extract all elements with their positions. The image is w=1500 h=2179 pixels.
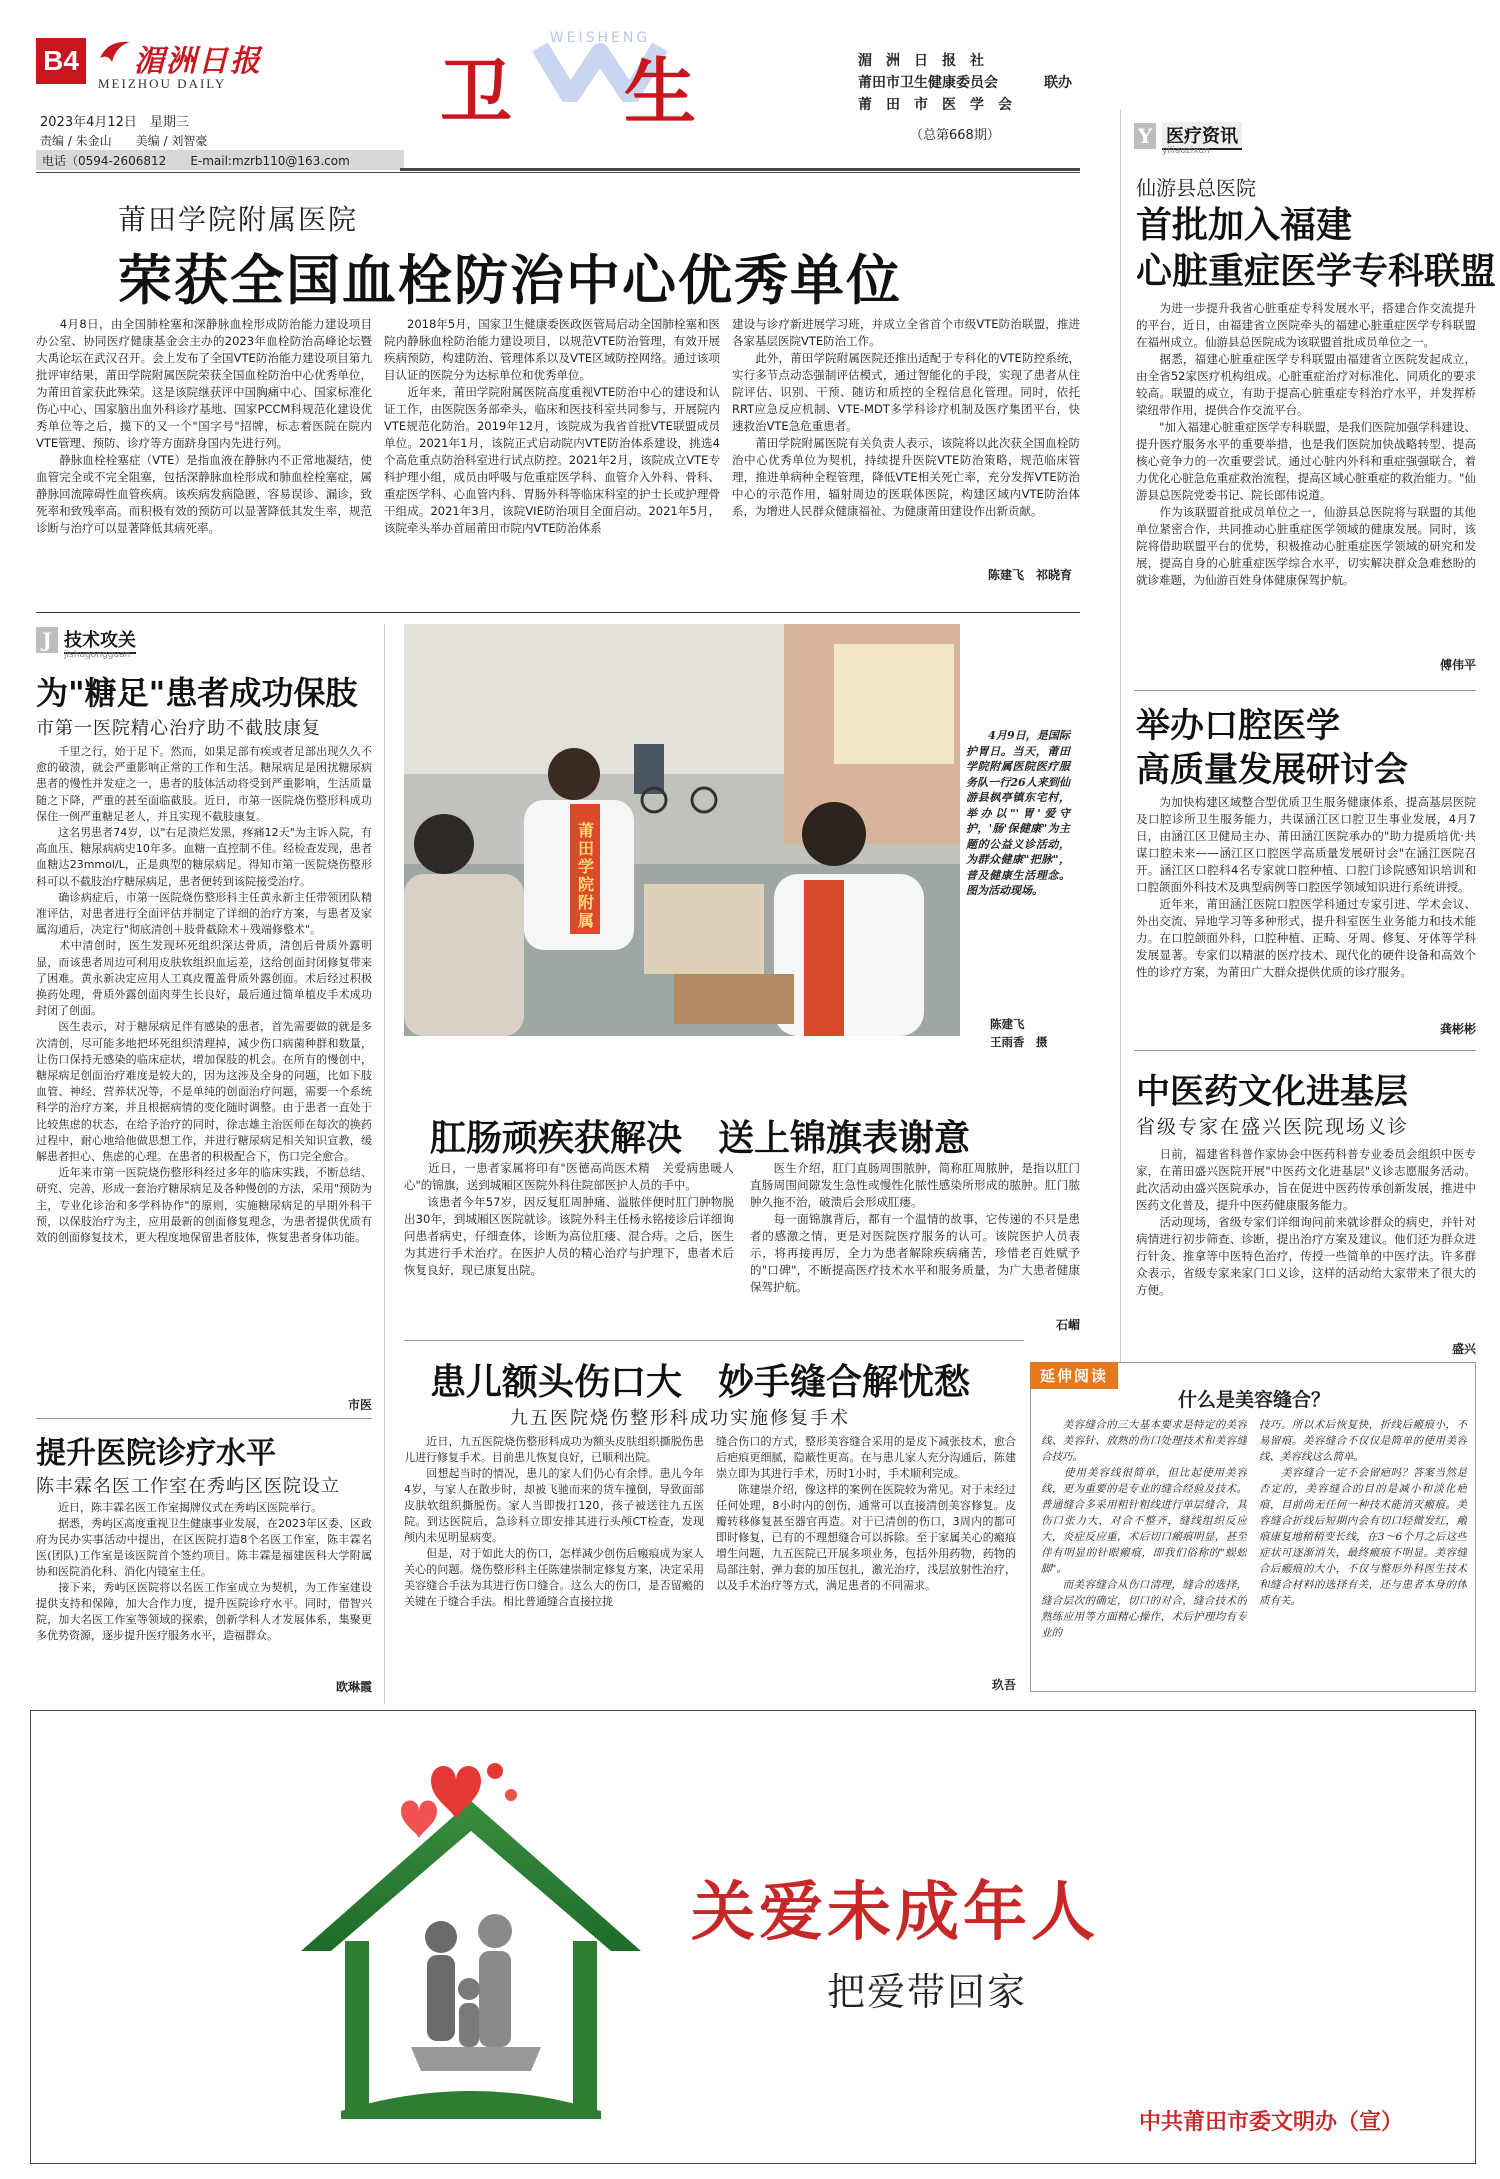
ad-org: 中共莆田市委文明办（宣） [1139,2109,1404,2135]
tech-author: 市医 [347,1398,372,1412]
paper-pinyin: MEIZHOU DAILY [98,76,227,91]
news-corner-tag-letter: Y [1134,123,1156,149]
sponsor-2: 莆田市卫生健康委员会 [858,75,998,91]
news-corner-tag-pinyin: yiliaozixun [1162,146,1210,156]
news-corner-headline-line-2: 心脏重症医学专科联盟 [1136,250,1497,292]
photo-credit-1: 陈建飞 [990,1017,1025,1031]
news-corner-headline [1136,202,1496,294]
forehead-col-1: 近日，九五医院烧伤整形科成功为额头皮肤组织撕脱伤患儿进行修复手术。目前患儿恢复良好，已顺利出院。 回想起当时的情况，患儿的家人们仍心有余悸。患儿今年4岁，与家人在散步时，却被飞驰而来的货车撞倒，导致面部皮肤软组织撕脱伤。家人当即拨打120，孩子被送往九五医院。到达医院后，急诊科立即安排其进行头颅CT检查，发现颅内未见明显病变。 但是，对于如此大的伤口，怎样减少创伤后瘢痕成为家人关心的问题。烧伤整形科主任陈建崇制定修复方案，决定采用美容缝合手法为其进行伤口缝合。这么大的伤口，是否留瘢的关键在于缝合手法。相比普通缝合直接拉拢 [404,1435,704,1608]
paper-name: 湄洲日报 [134,44,262,79]
news-corner-kicker: 仙游县总医院 [1136,176,1256,200]
news-corner-tag-text: 医疗资讯 [1162,122,1242,150]
photo-credit-2: 王雨香 摄 [990,1035,1048,1049]
tcm-headline: 中医药文化进基层 [1136,1072,1408,1112]
forehead-subhead: 九五医院烧伤整形科成功实施修复手术 [510,1408,850,1429]
lead-col-1: 4月8日，由全国肺栓塞和深静脉血栓形成防治能力建设项目办公室、协同医疗健康基金会主办的2023年血栓防治高峰论坛暨大禹论坛在武汉召开。会上发布了全国VTE防治能力建设项目第九批评审结果，莆田学院附属医院荣获全国血栓防治中心优秀单位，为莆田首家获此殊荣。这是该院继获评中国胸痛中心、国家标准化伤心中心、国家脑出血外科诊疗基地、国家PCCM科规范化建设优秀单位等之后，揽下的又一个"国字号"招牌，标志着医院在院内VTE管理、预防、诊疗等方面跻身国内先进行列。 静脉血栓栓塞症（VTE）是指血液在静脉内不正常地凝结，使血管完全或不完全阻塞，包括深静脉血栓形成和肺血栓栓塞症，属静脉回流障碍性血管疾病。该疾病发病隐匿，容易误诊、漏诊，致死率和致残率高。而积极有效的预防可以显著降低其发生率，规范诊断与治疗可以显著降低其病死率。 [36,317,372,535]
tcm-body: 日前，福建省科普作家协会中医药科普专业委员会组织中医专家，在莆田盛兴医院开展"中医药文化进基层"义诊志愿服务活动。此次活动由盛兴医院承办，旨在促进中医药传承创新发展，推进中医药文化普及，提升中医药健康服务能力。 活动现场，省级专家们详细询问前来就诊群众的病史，并针对病情进行初步筛查、诊断，提出治疗方案及建议。他们还为群众进行针灸、推拿等中医特色治疗，传授一些简单的中医疗法。许多群众表示，省级专家来家门口义诊，这样的活动给大家带来了很大的方便。 [1136,1147,1476,1297]
oral-rule [1134,1050,1476,1051]
issue-total: （总第668期） [910,128,1000,143]
lead-col-2: 2018年5月，国家卫生健康委医政医管局启动全国肺栓塞和医院内静脉血栓防治能力建设项目，以规范VTE防治管理，有效开展疾病预防，构建防治、管理体系以及VTE区域防控网络。通过该项目认证的医院分为达标单位和优秀单位。 近年来，莆田学院附属医院高度重视VTE防治中心的建设和认证工作，由医院医务部牵头，临床和医技科室共同参与，开展院内VTE规范化防治。2019年12月，该院成为我省首批VTE联盟成员单位。2021年1月，该院正式启动院内VTE防治体系建设，挑选4个高危重点防治科室进行试点防控。2021年2月，该院成立VTE专科护理小组，成员由呼吸与危重症医学科、血管介入外科、骨科、重症医学科、心血管内科、胃肠外科等临床科室的护士长或护理骨干组成。2021年3月，该院VIE防治项目全面启动。2021年5月，该院牵头举办首届莆田市院内VTE防治体系 [384,317,720,535]
oral-headline [1136,704,1408,792]
oral-headline-line-1: 举办口腔医学 [1136,706,1340,746]
public-service-ad [30,1710,1476,2164]
colon-author: 石嵋 [1055,1318,1080,1332]
tech-headline: 为"糖足"患者成功保肢 [36,674,358,712]
clinic-headline: 提升医院诊疗水平 [36,1436,276,1471]
tcm-subhead: 省级专家在盛兴医院现场义诊 [1136,1116,1410,1138]
lead-bottom-rule [36,612,1080,613]
contact-bar: 电话（0594-2606812 E-mail:mzrb110@163.com [36,150,404,170]
event-photo [404,624,960,1036]
news-corner-author: 傅伟平 [1439,658,1476,672]
svg-text:WEISHENG: WEISHENG [549,30,651,46]
extend-tag: 延伸阅读 [1030,1362,1118,1389]
oral-headline-line-2: 高质量发展研讨会 [1136,750,1408,790]
news-corner-headline-line-1: 首批加入福建 [1136,204,1353,246]
news-corner-rule [1134,690,1476,691]
lead-headline: 荣获全国血栓防治中心优秀单位 [118,248,902,312]
tech-tag [36,626,136,660]
forehead-headline: 患儿额头伤口大 妙手缝合解忧愁 [430,1361,971,1403]
colon-rule [404,1340,1024,1341]
sponsor-3: 莆 田 市 医 学 会 [858,97,1012,113]
oral-author: 龚彬彬 [1439,1022,1476,1036]
oral-body: 为加快构建区域整合型优质卫生服务健康体系，提高基层医院及口腔诊所卫生服务能力，共谋涵江区口腔卫生事业发展，4月7日，由涵江区卫健局主办、莆田涵江医院承办的"助力提质培优·共谋口腔未来——涵江区口腔医学高质量发展研讨会"在涵江医院召开。涵江区口腔科4名专家就口腔种植、口腔门诊院感知识培训和口腔颌面外科技术及典型病例等口腔医学领域知识进行系统讲授。 近年来，莆田涵江医院口腔医学科通过专家引进、学术会议、外出交流、异地学习等多种形式，提升科室医生业务能力和技术能力。在口腔颌面外科，口腔种植、正畸、牙周、修复、牙体等学科发展显著。专家们以精湛的医疗技术、现代化的硬件设备和高效个性的诊疗方案，为莆田广大群众提供优质的诊疗服务。 [1136,795,1476,979]
lead-author: 陈建飞 祁晓育 [987,568,1072,582]
extend-title: 什么是美容缝合？ [1177,1389,1330,1411]
colon-col-2: 医生介绍，肛门直肠周围脓肿，简称肛周脓肿，是指以肛门直肠周围间隙发生急性或慢性化脓性感染所形成的脓肿。肛门脓肿久拖不治，破溃后会形成肛瘘。 每一面锦旗背后，都有一个温情的故事，它传递的不只是患者的感激之情，更是对医院医疗服务的认可。该院医护人员表示，将再接再厉，全力为患者解除疾病痛苦，珍惜老百姓赋予的"口碑"，不断提高医疗技术水平和服务质量，为广大患者健康保驾护航。 [750,1161,1080,1294]
editors: 责编 / 朱金山 美编 / 刘智豪 [40,134,208,148]
forehead-col-2: 缝合伤口的方式，整形美容缝合采用的是皮下减张技术，愈合后疤痕更细腻，隐蔽性更高。在与患儿家人充分沟通后，陈建崇立即为其进行手术，历时1小时，手术顺利完成。 陈建崇介绍，像这样的案例在医院较为常见。对于未经过任何处理，8小时内的创伤，通常可以直接清创美容修复。皮瓣转移修复甚至器官再造。对于已清创的伤口，3周内的都可即时修复，已有的不理想缝合可以拆除。至于家属关心的瘢痕增生问题，九五医院已开展多项业务，包括外用药物，药物的局部注射，弹力套的加压包扎，激光治疗，浅层放射性治疗，以及手术治疗等方式，满足患者的不同需求。 [716,1435,1016,1592]
clinic-body: 近日，陈丰霖名医工作室揭牌仪式在秀屿区医院举行。 据悉，秀屿区高度重视卫生健康事业发展，在2023年区委、区政府为民办实事活动中提出，在区医院打造8个名医工作室，陈丰霖名医(团队)工作室是该医院首个签约项目。陈丰霖是福建医科大学附属协和医院消化科、消化内镜室主任。 接下来，秀屿区医院将以名医工作室成立为契机，为工作室建设提供支持和保障，加大合作力度，提升医院诊疗水平。同时，借智兴院，加大名医工作室等领域的探索，创新学科人才发展体系，集聚更多优势资源，逐步提升医疗服务水平，造福群众。 [36,1501,372,1642]
extend-col-1: 美容缝合的三大基本要求是特定的美容线、美容针、放熟的伤口处理技术和美容缝合技巧。 使用美容线很简单，但比起使用美容线，更为重要的是专业的缝合经验及技术。普通缝合多采用粗针粗线进行单层缝合，其伤口张力大，对合不整齐，缝线组织反应大，炎症反应重，术后切口瘢痕明显，甚至伴有明显的针眼瘢痕，即我们俗称的"蜈蚣脚"。 而美容缝合从伤口清理，缝合的选择，缝合层次的确定，切口的对合，缝合技术的熟练应用等方面精心操作，术后护理均有专业的 [1041,1419,1247,1639]
news-corner-body: 为进一步提升我省心脏重症专科发展水平，搭建合作交流提升的平台，近日，由福建省立医院牵头的福建心脏重症医学专科联盟在福州成立。仙游县总医院成为该联盟首批成员单位之一。 据悉，福建心脏重症医学专科联盟由福建省立医院发起成立，由全省52家医疗机构组成。心脏重症治疗对标准化、同质化的要求较高。联盟的成立，有助于提高心脏重症专科治疗水平，并发挥桥梁纽带作用，提供合作交流平台。 "加入福建心脏重症医学专科联盟，是我们医院加强学科建设、提升医疗服务水平的重要举措，也是我们医院加快战略转型、提高核心竞争力的一次重要尝试。通过心脏内外科和重症强强联合，着力优化心脏急危重症救治流程，提高区域心脏重症的救治能力。"仙游县总医院党委书记、院长郎伟说道。 作为该联盟首批成员单位之一，仙游县总医院将与联盟的其他单位紧密合作，共同推动心脏重症医学领域的健康发展。同时，该院将借助联盟平台的优势，积极推动心脏重症医学领域的研究和发展，提高自身的心脏重症医学综合水平，切实解决群众急难愁盼的就诊难题，为仙游百姓身体健康保驾护航。 [1136,301,1476,587]
lead-col-3: 建设与诊疗新进展学习班，并成立全省首个市级VTE防治联盟，推进各家基层医院VTE防治工作。 此外，莆田学院附属医院还推出适配于专科化的VTE防控系统，实行多节点动态强制评估模式，通过智能化的手段，实现了患者从住院评估、识别、干预、随访和质控的全程信息化管理。同时，依托RRT应急反应机制、VTE-MDT多学科诊疗机制及医疗集团平台，快速救治VTE急危重患者。 莆田学院附属医院有关负责人表示，该院将以此次获全国血栓防治中心优秀单位为契机，持续提升医院VTE防治策略，规范临床管理，推进单病种全程管理，降低VTE相关死亡率，充分发挥VTE防治中心的示范作用，辐射周边的医联体医院，构建区域内VTE防治体系，为增进人民群众健康福祉、为健康莆田建设作出新贡献。 [732,317,1080,518]
sponsor-1: 湄 洲 日 报 社 [858,53,984,69]
tcm-author: 盛兴 [1451,1342,1476,1356]
issue-date: 2023年4月12日 星期三 [40,115,189,130]
forehead-author: 玖吾 [991,1678,1016,1692]
news-corner-tag [1134,122,1242,156]
sponsor-list [858,50,1012,116]
joint-label: 联办 [1044,75,1072,91]
colon-col-1: 近日，一患者家属将印有"医德高尚医术精 关爱病患暖人心"的锦旗，送到城厢区医院外科住院部医护人员的手中。 该患者今年57岁，因反复肛周肿痛、溢脓伴便时肛门肿物脱出30年，到城厢区医院就诊。该院外科主任杨永铭接诊后详细询问患者病史，仔细查体，诊断为高位肛瘘、混合痔。之后，医生为其进行手术治疗。在医护人员的精心治疗与护理下，患者术后恢复良好，现已康复出院。 [404,1161,734,1277]
ad-slogan: 关爱未成年人 [691,1875,1099,1950]
masthead-rule-2 [36,172,1080,173]
extend-col-2: 技巧。所以术后恢复快，折线后瘢痕小，不易留痕。美容缝合不仅仅是简单的使用美容线、美容线这么简单。 美容缝合一定不会留疤吗？答案当然是否定的，美容缝合的目的是减小和淡化疤痕，目前尚无任何一种技术能消灭瘢痕。美容缝合折线后短期内会有切口轻微发红，瘢痕康复地稍稍变长线，在3～6个月之后这些症状可逐渐消失，最终瘢痕不明显。美容缝合后瘢痕的大小，不仅与整形外科医生技术和缝合材料的选择有关，还与患者本身的体质有关。 [1259,1419,1467,1607]
tech-tag-text: 技术攻关 [64,626,136,654]
tech-tag-letter: J [36,627,58,653]
extend-box [1030,1362,1476,1692]
clinic-author: 欧琳霞 [335,1680,372,1694]
masthead-rule [400,168,1080,171]
left-col-divider [384,624,385,1704]
photo-caption: 4月9日，是国际护胃日。当天，莆田学院附属医院医疗服务队一行26人来到仙游县枫亭镇东宅村，举办以"'胃'爱守护，'肠'保健康"为主题的公益义诊活动，为群众健康"把脉"，普及健康生活理念。图为活动现场。 [966,729,1070,897]
clinic-subhead: 陈丰霖名医工作室在秀屿区医院设立 [36,1476,340,1497]
ad-subslogan: 把爱带回家 [827,1970,1028,2014]
section-title: 卫 生 [440,49,717,134]
colon-headline: 肛肠顽疾获解决 送上锦旗表谢意 [430,1117,971,1159]
tech-subhead: 市第一医院精心治疗助不截肢康复 [36,718,321,739]
lead-kicker: 莆田学院附属医院 [118,203,359,236]
photo-sash-text: 莆田学院附属 [578,821,595,930]
tech-tag-pinyin: jishugongguan [64,650,131,660]
tech-rule [36,1418,372,1419]
tech-body: 千里之行，始于足下。然而，如果足部有疾或者足部出现久久不愈的破溃，就会严重影响正常的工作和生活。糖尿病足是困扰糖尿病患者的慢性并发症之一，患者的肢体活动将受到严重影响，生活质量随之下降，严重的甚至面临截肢。近日，市第一医院烧伤整形科成功保住一例严重糖足老人，并且实现不截肢康复。 这名男患者74岁，以"右足溃烂发黑，疼痛12天"为主诉入院，有高血压、糖尿病病史10年多。血糖一直控制不佳。经检查发现，患者血糖达23mmol/L，正是典型的糖尿病足。得知市第一医院烧伤整形科可以不截肢治疗糖尿病足，患者便转到该院接受治疗。 确诊病症后，市第一医院烧伤整形科主任黄永新主任带领团队精准评估，对患者进行全面评估并制定了详细的治疗方案，与患者及家属沟通后，决定行"彻底清创＋肢骨截除术＋残端修整术"。 术中清创时，医生发现坏死组织深达骨质，清创后骨质外露明显，而该患者周边可利用皮肤软组织血运差，这给创面封闭修复带来了困难。黄永新决定应用人工真皮覆盖骨质外露创面。术后经过积极换药处理，骨质外露创面肉芽生长良好，最后通过简单植皮手术成功封闭了创面。 医生表示，对于糖尿病足伴有感染的患者，首先需要做的就是多次清创，尽可能多地把坏死组织清理掉，减少伤口病菌种群和数量，让伤口保持无感染的临床症状，增加保肢的机会。在所有的慢创中，糖尿病足创面治疗难度是较大的，因为这涉及全身的问题，比如下肢血管、神经、营养状况等，不是单纯的创面治疗问题，需要一个系统科学的治疗方案，并且根据病情的变化随时调整。由于患者一直处于比较焦虑的状态，在给予治疗的同时，徐志雄主治医师在每次的换药过程中，耐心地给他做思想工作，并进行糖尿病足相关知识宣教，缓解患者担心、焦虑的心理。在患者的积极配合下，伤口完全愈合。 近年来市第一医院烧伤整形科经过多年的临床实践，不断总结、研究、完善，形成一套治疗糖尿病足及各种慢创的方法，采用"预防为主，专业化诊治和多学科协作"的原则，实施糖尿病足的早期外科干预，以保肢治疗为主，应用最新的创面修复理念，为患者提供优质有效的创面修复技术，更大程度地保留患者肢体，恢复患者身体功能。 [36,745,372,1245]
house-family-icon [281,1741,661,2141]
newspaper-logo-icon [98,36,132,66]
page-number: B4 [36,38,86,84]
